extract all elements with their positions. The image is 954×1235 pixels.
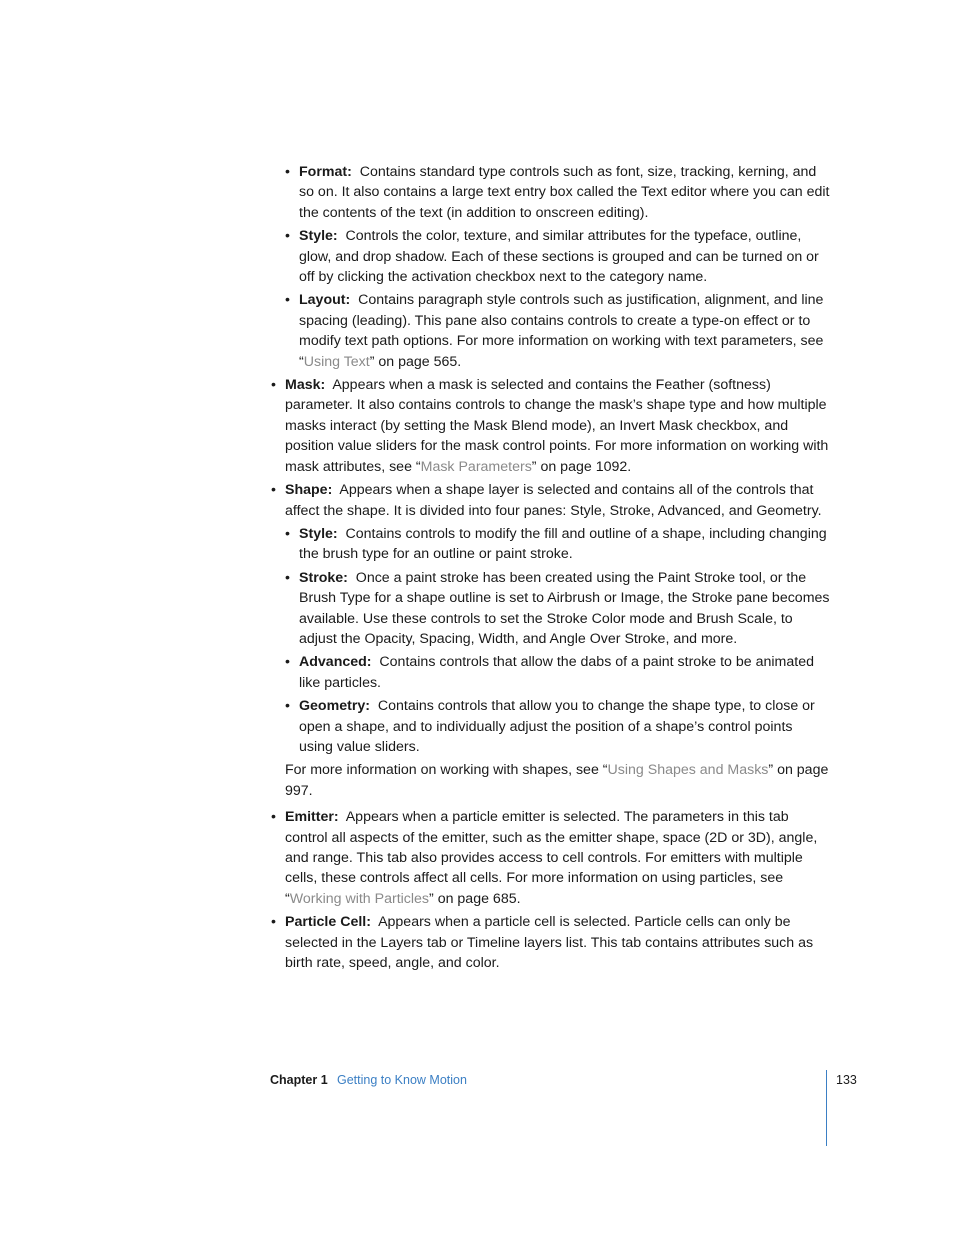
footer-chapter-label: Chapter 1 — [270, 1073, 328, 1087]
body-text: Appears when a mask is selected and contains the Feather (softness) parameter. It also contains controls to change the mask’s shape type and how multiple masks interact (by setting the Mask Blend mode), an Invert Mask checkbox, and position value sliders for the mask control points. For more information on working with mask attributes, see “ — [285, 377, 829, 475]
sub-list-item — [284, 652, 830, 693]
bullet-icon: • — [271, 377, 276, 394]
list-item-term: Stroke: — [299, 569, 348, 586]
cross-reference-link[interactable]: Mask Parameters — [420, 458, 532, 475]
body-text: ” on page 997. — [285, 762, 829, 799]
sub-list-item — [284, 568, 830, 650]
list-item-term: Mask: — [285, 377, 326, 394]
bullet-icon: • — [285, 525, 290, 542]
list-item-term: Layout: — [299, 292, 351, 309]
bullet-icon: • — [285, 228, 290, 245]
body-text: Appears when a particle emitter is selected. The parameters in this tab control all aspects of the emitter, such as the emitter shape, space (2D or 3D), angle, and range. This tab also provides access to cell controls. For emitters with multiple cells, these controls affect all cells. For more information on using particles, see “ — [285, 809, 818, 907]
list-item-term: Particle Cell: — [285, 914, 371, 931]
list-item — [270, 912, 830, 973]
body-text: Contains controls that allow you to change the shape type, to close or open a shape, and to individually adjust the position of a shape’s control points using value sliders. — [299, 698, 815, 755]
list-item-term: Advanced: — [299, 654, 372, 671]
list-item-term: Shape: — [285, 482, 333, 499]
list-item — [270, 375, 830, 477]
bullet-icon: • — [285, 292, 290, 309]
bullet-icon: • — [271, 482, 276, 499]
bullet-icon: • — [285, 654, 290, 671]
footer-divider — [826, 1070, 827, 1146]
sub-list-item — [284, 524, 830, 565]
sub-list-item — [284, 226, 830, 287]
bullet-icon: • — [285, 569, 290, 586]
list-item-term: Format: — [299, 164, 352, 180]
body-text: ” on page 685. — [429, 890, 521, 907]
bullet-icon: • — [285, 164, 290, 180]
body-text: Once a paint stroke has been created using the Paint Stroke tool, or the Brush Type for a shape outline is set to Airbrush or Image, the Stroke pane becomes available. Use these controls to set the Stroke Color mode and Brush Scale, to adjust the Opacity, Spacing, Width, and Angle Over Stroke, and more. — [299, 569, 830, 647]
cross-reference-link[interactable]: Using Text — [303, 353, 370, 370]
body-text: Contains paragraph style controls such as justification, alignment, and line spacing (leading). This pane also contains controls to create a type-on effect or to modify text path options. For more information on working with text parameters, see “ — [299, 292, 824, 370]
bullet-icon: • — [271, 809, 276, 826]
body-text: Appears when a shape layer is selected and contains all of the controls that affect the shape. It is divided into four panes: Style, Stroke, Advanced, and Geometry. — [285, 482, 822, 519]
list-item — [270, 807, 830, 909]
list-item-term: Emitter: — [285, 809, 339, 826]
bullet-icon: • — [271, 914, 276, 931]
cross-reference-link[interactable]: Using Shapes and Masks — [607, 762, 769, 779]
list-item-term: Style: — [299, 228, 338, 245]
body-text: Appears when a particle cell is selected. Particle cells can only be selected in the Layers tab or Timeline layers list. This tab contains attributes such as birth rate, speed, angle, and color. — [285, 914, 814, 972]
body-text: Contains controls that allow the dabs of a paint stroke to be animated like particles. — [299, 654, 814, 691]
body-text: For more information on working with shapes, see “ — [285, 762, 608, 779]
sub-list-item — [284, 290, 830, 372]
footer-chapter-title-link[interactable]: Getting to Know Motion — [337, 1073, 467, 1087]
body-text: ” on page 565. — [369, 353, 462, 370]
list-item — [270, 480, 830, 521]
body-text: Contains controls to modify the fill and outline of a shape, including changing the brush type for an outline or paint stroke. — [299, 525, 827, 563]
body-text: ” on page 1092. — [531, 458, 632, 475]
list-item-term: Style: — [299, 525, 338, 542]
sub-list-item — [284, 696, 830, 757]
bullet-icon: • — [285, 698, 290, 715]
list-item-term: Geometry: — [299, 698, 370, 715]
body-text: Controls the color, texture, and similar attributes for the typeface, outline, glow, and drop shadow. Each of these sections is grouped and can be turned on or off by clicking the activation checkbox next to the category name. — [299, 228, 819, 286]
body-text: Contains standard type controls such as font, size, tracking, kerning, and so on. It also contains a large text entry box called the Text editor where you can edit the contents of the text (in addition to onscreen editing). — [299, 164, 830, 221]
sub-list-item — [284, 162, 830, 223]
page-number: 133 — [836, 1073, 857, 1087]
cross-reference-link[interactable]: Working with Particles — [289, 890, 430, 907]
body-paragraph — [270, 760, 830, 801]
document-body — [270, 162, 830, 976]
